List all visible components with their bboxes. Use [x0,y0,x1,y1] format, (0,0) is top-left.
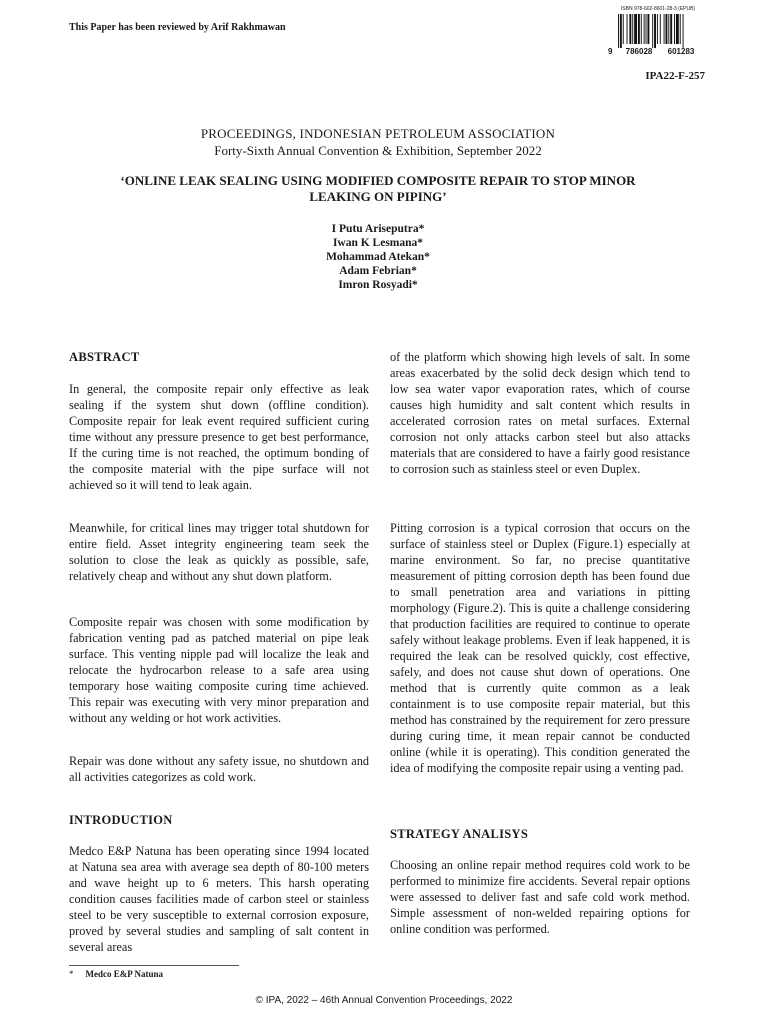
paper-title-line: ‘ONLINE LEAK SEALING USING MODIFIED COMPOSITE REPAIR TO STOP MINOR [120,173,636,188]
section-heading: ABSTRACT [69,350,140,364]
isbn-text: ISBN 978-602-8601-28-3 (EPUB) [620,6,696,12]
author-name: Iwan K Lesmana* [332,237,424,249]
abstract-paragraph [69,614,369,726]
barcode-right-digits: 601283 [667,47,695,56]
paragraph-text: of the platform which showing high levels of salt. In some areas exacerbated by the solid deck design which tend to low sea water vapor evaporation rates, which of course causes high humidity and salt content which results in accelerated corrosion rates on metal surfaces. External corrosion not only attacks carbon steel but also attacks materials that are considered to have a fairly good resistance to corrosion such as stainless steel or even Duplex. [390,350,690,476]
barcode-first-digit: 9 [608,47,613,56]
paragraph-text: Repair was done without any safety issue, no shutdown and all activities categorizes as cold work. [69,754,369,784]
paragraph-text: Choosing an online repair method requires cold work to be performed to minimize fire accidents. Several repair options were assessed to deliver fast and safe cold work method. Simple assessment of non-welded repairing options for online condition was performed. [390,858,690,936]
paragraph-text: Meanwhile, for critical lines may trigger total shutdown for entire field. Asset integrity engineering team seek the solution to close the leak as quickly as possible, safe, relatively cheap and without any shut down platform. [69,521,369,583]
conference-name: PROCEEDINGS, INDONESIAN PETROLEUM ASSOCIATION [200,126,556,141]
footnote-text: Medco E&P Natuna [85,969,163,979]
paper-id: IPA22-F-257 [645,70,705,82]
body-paragraph [390,349,690,477]
section-heading: STRATEGY ANALISYS [390,827,529,841]
copyright-footer: © IPA, 2022 – 46th Annual Convention Proceedings, 2022 [255,995,513,1006]
abstract-paragraph [69,520,369,584]
footnote-marker: * [69,969,74,979]
author-name: I Putu Ariseputra* [331,223,425,235]
paper-title [69,173,687,205]
barcode-bars [608,14,708,48]
isbn-barcode [608,6,708,56]
author-list [69,222,687,292]
paragraph-text: Medco E&P Natuna has been operating since 1994 located at Natuna sea area with average sea depth of 80-100 meters and wave height up to 6 meters. This harsh operating condition causes facilities made of carbon steel or stainless steel to be very susceptible to external corrosion exposure, proved by several studies and sampling of salt content in several areas [69,844,369,954]
footnote [69,969,163,979]
introduction-heading [69,812,369,828]
strategy-paragraph [390,857,690,937]
body-paragraph [390,520,690,776]
paragraph-text: Pitting corrosion is a typical corrosion that occurs on the surface of stainless steel or Duplex (Figure.1) especially at marine environment. So far, no precise quantitative measurement of pitting corrosion depth has been found due to small penetration area and variations in pitting morphology (Figure.2). This is quite a challenge considering that production facilities are required to continue to operate safely without leakage problems. Even if leak happened, it is required the leak can be resolved quickly, cost effective, safely, and does not cause shut down of operations. One method that is currently quite common as a leak containment is to use composite repair material, but this method has constrained by the requirement for zero pressure during curing time, it mean repair cannot be conducted online (while it is operating). This condition generated the idea of modifying the composite repair using a venting pad. [390,521,690,775]
section-heading: INTRODUCTION [69,813,173,827]
abstract-paragraph [69,381,369,493]
footnote-divider [69,965,239,966]
author-name: Imron Rosyadi* [338,279,418,291]
abstract-heading [69,349,369,365]
abstract-paragraph [69,753,369,785]
strategy-heading [390,826,690,842]
paragraph-text: In general, the composite repair only effective as leak sealing if the system shut down (offline condition). Composite repair for leak event required sufficient curing time without any pressure presence to get best performance, If the curing time is not reached, the optimum bonding of the composite material with the pipe surface will not achieved so it will tend to leak again. [69,382,369,492]
introduction-paragraph [69,843,369,955]
author-name: Mohammad Atekan* [326,251,430,263]
paragraph-text: Composite repair was chosen with some modification by fabrication venting pad as patched material on pipe leak surface. This venting nipple pad will localize the leak and relocate the hydrocarbon release to a safe area using temporary hose waiting composite curing time achieved. This repair was executing with very minor preparation and without any welding or hot work activities. [69,615,369,725]
reviewer-note: This Paper has been reviewed by Arif Rakhmawan [69,22,286,33]
barcode-left-digits: 786028 [625,47,653,56]
conference-edition: Forty-Sixth Annual Convention & Exhibition, September 2022 [214,143,542,158]
author-name: Adam Febrian* [339,265,417,277]
paper-title-line: LEAKING ON PIPING’ [309,189,447,204]
